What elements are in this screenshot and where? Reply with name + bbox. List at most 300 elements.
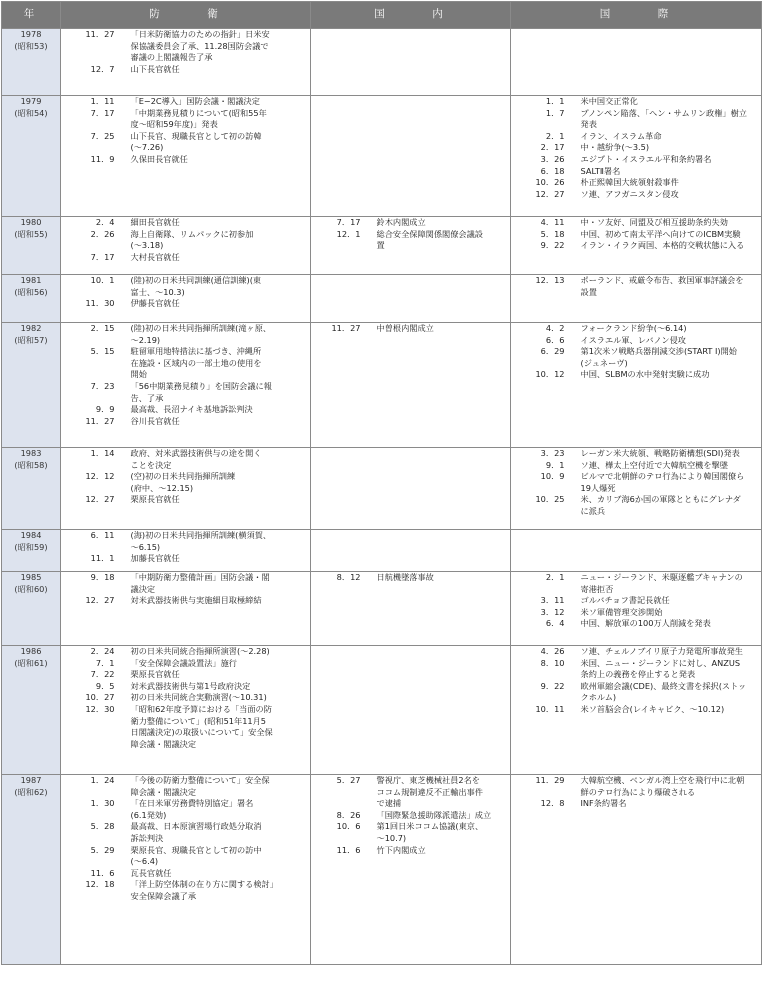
international-events-cell [581,530,762,572]
event-date: 12．12 [85,471,115,482]
table-row [2,217,762,275]
event-text: プノンペン陥落、「ヘン・サムリン政権」樹立 [580,107,747,118]
year-label: 1985 [20,572,42,582]
year-cell [2,217,61,275]
event-date: 12．13 [535,275,565,285]
event-text: 総合安全保障関係閣僚会議設 [376,228,483,239]
event-date [311,798,377,810]
year-cell [2,572,61,646]
event-text: 「昭和62年度予算における「当面の防 [130,703,272,714]
defense-events-cell [131,217,311,275]
event-text: 欧州軍縮会議(CDE)、最終文書を採択(ストッ [580,680,747,691]
event-date: 4．26 [540,646,565,656]
event-date: 3．26 [540,153,565,164]
year-cell [2,530,61,572]
event-date: 5．18 [540,228,565,239]
domestic-events-cell [377,29,511,96]
event-text: ニュー・ジーランド、米駆逐艦ブキャナンの [580,572,743,582]
event-date [61,542,131,554]
event-date: 10．27 [85,692,115,703]
event-text: に派兵 [580,505,606,516]
event-text: (府中、〜12.15) [130,482,194,493]
international-events-cell [581,646,762,775]
table-row [2,775,762,965]
event-date: 12．1 [336,228,361,239]
table-row [2,29,762,96]
event-date: 12．7 [90,63,115,74]
event-text: 栗原長官就任 [130,494,180,505]
event-text: 〜10.7) [376,832,407,843]
event-date [61,460,131,472]
event-text: 谷川長官就任 [130,415,180,426]
domestic-events-cell [377,323,511,448]
domestic-dates-cell [311,29,377,96]
event-date: 9．9 [95,404,115,415]
domestic-events-cell [377,275,511,323]
event-date: 12．30 [85,703,115,714]
event-text: 米ソ首脳会合(レイキャビク、〜10.12) [580,703,725,714]
international-events-cell [581,323,762,448]
event-date [311,833,377,845]
event-date: 2．1 [545,572,565,582]
year-label: 1978 [20,29,42,39]
event-date: 12．27 [85,595,115,606]
defense-dates-cell [61,530,131,572]
event-text: クホルム) [580,692,617,703]
event-date: 10．9 [540,471,565,482]
event-text: 初の日米共同統合指揮所演習(〜2.28) [130,646,270,656]
event-date: 1．11 [90,96,115,106]
event-text: 告、了承 [130,392,164,403]
domestic-dates-cell [311,96,377,217]
event-date: 10．11 [535,703,565,714]
defense-dates-cell [61,572,131,646]
event-date: 9．22 [540,240,565,251]
international-events-cell [581,217,762,275]
event-text: ソ連、チェルノブイリ原子力発電所事故発生 [580,646,743,656]
table-row [2,96,762,217]
event-date: 8．12 [336,572,361,582]
year-label: (昭和62) [14,786,48,797]
event-date: 2．17 [540,142,565,153]
event-date [61,41,131,53]
event-text: (ジュネーヴ) [580,357,628,368]
table-row [2,646,762,775]
event-date [61,856,131,868]
header-domestic: 国 内 [311,2,511,29]
event-text: 栗原長官就任 [130,669,180,680]
event-text: 竹下内閣成立 [376,844,426,855]
event-date: 6．4 [545,618,565,629]
international-events-cell [581,275,762,323]
event-date: 10．6 [336,821,361,832]
event-text: 加藤長官就任 [130,553,180,564]
event-text: 「安全保障会議設置法」施行 [130,657,237,668]
year-label: (昭和57) [14,334,48,345]
event-date: 12．18 [85,879,115,890]
event-date: 11．30 [85,298,115,309]
domestic-dates-cell [311,646,377,775]
event-text: 警視庁、東芝機械社員2名を [376,775,480,785]
event-text: ゴルバチョフ書記長就任 [580,595,670,606]
event-date [61,240,131,252]
event-date: 1．24 [90,775,115,785]
event-text: 山下長官、現職長官として初の訪韓 [130,130,262,141]
event-text: 訴訟判決 [130,832,164,843]
event-text: 衛力整備について」(昭和51年11月5 [130,715,267,726]
defense-dates-cell [61,96,131,217]
defense-events-cell [131,646,311,775]
event-text: ソ連、アフガニスタン侵攻 [580,188,679,199]
defense-dates-cell [61,646,131,775]
year-label: 1982 [20,323,42,333]
event-text: レーガン米大統領、戦略防衛構想(SDI)発表 [580,448,740,458]
event-text: で逮捕 [376,798,402,809]
event-text: 中国、初めて南太平洋へ向けてのICBM実験 [580,228,741,239]
event-date: 6．29 [540,346,565,357]
event-text: 「56中期業務見積り」を国防会議に報 [130,380,272,391]
event-date: 11．9 [90,153,115,164]
event-date: 9．18 [90,572,115,582]
event-text: 大村長官就任 [130,251,180,262]
event-text: 条約上の義務を停止すると発表 [580,669,696,680]
event-text: 日閣議決定)の取扱いについて」安全保 [130,727,273,738]
event-text: ポーランド、戒厳令布告、救国軍事評議会を [580,275,744,285]
year-label: 1986 [20,646,42,656]
event-text: 議決定 [130,583,156,594]
event-text: (海)初の日米共同指揮所訓練(横須賀、 [130,530,272,540]
event-date [511,669,581,681]
domestic-events-cell [377,530,511,572]
event-text: (陸)初の日米共同指揮所訓練(滝ヶ原、 [130,323,272,333]
international-dates-cell [511,775,581,965]
event-text: フォークランド紛争(〜6.14) [580,323,687,333]
domestic-dates-cell [311,323,377,448]
event-text: 米ソ軍備管理交渉開始 [580,606,663,617]
event-text: (〜7.26) [130,142,164,153]
domestic-dates-cell [311,448,377,530]
domestic-dates-cell [311,530,377,572]
event-date: 11．6 [336,844,361,855]
event-date [61,335,131,347]
event-text: 開始 [130,369,147,380]
event-date: 2．4 [95,217,115,227]
event-text: 細田長官就任 [130,217,180,227]
header-year: 年 [2,2,61,29]
event-date: 2．26 [90,228,115,239]
header-international: 国 際 [511,2,762,29]
event-date: 5．15 [90,346,115,357]
event-text: ココム規制違反不正輸出事件 [376,786,483,797]
event-date: 4．2 [545,323,565,333]
event-date: 2．24 [90,646,115,656]
event-text: 中・ソ友好、同盟及び相互援助条約失効 [580,217,728,227]
domestic-events-cell [377,646,511,775]
year-label: 1987 [20,775,42,785]
event-date: 8．10 [540,657,565,668]
event-text: 中国、解放軍の100万人削減を発表 [580,618,711,629]
event-text: イラン・イラク両国、本格的交戦状態に入る [580,240,745,251]
event-date [511,787,581,799]
table-row [2,275,762,323]
event-text: 「在日米軍労務費特別協定」署名 [130,798,254,809]
event-text: 米、カリブ海6か国の軍隊とともにグレナダ [580,494,741,505]
event-text: 〜2.19) [130,334,161,345]
event-text: 第1回日米ココム協議(東京、 [376,821,484,832]
event-text: 山下長官就任 [130,63,180,74]
event-date [511,692,581,704]
event-date: 6．6 [545,334,565,345]
domestic-events-cell [377,775,511,965]
event-text: 鮮のテロ行為により爆破される [580,786,696,797]
event-text: 中国、SLBMの水中発射実験に成功 [580,369,710,380]
table-row [2,448,762,530]
event-text: 度〜昭和59年度)」発表 [130,119,218,130]
event-date: 5．28 [90,821,115,832]
event-date [511,358,581,370]
event-date: 1．30 [90,798,115,809]
event-date: 1．14 [90,448,115,458]
event-date: 2．1 [545,130,565,141]
event-text: 障会議・閣議決定 [130,786,197,797]
event-text: 設置 [580,286,597,297]
domestic-dates-cell [311,775,377,965]
event-text: ソ連、樺太上空付近で大韓航空機を撃墜 [580,459,728,470]
event-text: 政府、対米武器技術供与の途を開く [130,448,262,458]
domestic-dates-cell [311,572,377,646]
event-date: 9．5 [95,680,115,691]
defense-events-cell [131,572,311,646]
event-date [511,584,581,596]
year-label: (昭和56) [14,286,48,297]
event-text: 第1次米ソ戦略兵器削減交渉(START I)開始 [580,346,737,357]
event-text: 日航機墜落事故 [376,572,434,582]
event-text: イラン、イスラム革命 [580,130,662,141]
event-text: 中曽根内閣成立 [376,323,434,333]
header-defense: 防 衛 [61,2,311,29]
event-date [511,119,581,131]
event-date: 11．27 [85,29,115,39]
international-dates-cell [511,323,581,448]
year-label: (昭和61) [14,657,48,668]
event-date [61,716,131,728]
event-text: 駐留軍用地特措法に基づき、沖縄所 [130,346,262,357]
defense-dates-cell [61,275,131,323]
chronology-table [1,1,762,965]
defense-dates-cell [61,29,131,96]
event-text: 〜6.15) [130,541,161,552]
year-label: (昭和55) [14,228,48,239]
event-text: 最高裁、日本原演習場行政処分取消 [130,821,262,832]
international-dates-cell [511,448,581,530]
event-text: 対米武器技術供与第1号政府決定 [130,680,251,691]
domestic-events-cell [377,572,511,646]
international-events-cell [581,29,762,96]
event-date [61,287,131,299]
event-text: (空)初の日米共同指揮所訓練 [130,471,236,482]
international-events-cell [581,96,762,217]
event-date: 2．15 [90,323,115,333]
table-row [2,323,762,448]
domestic-events-cell [377,448,511,530]
event-text: (6.1発効) [130,809,167,820]
event-text: 「E−2C導入」国防会議・閣議決定 [130,96,260,106]
event-text: ことを決定 [130,459,172,470]
year-cell [2,448,61,530]
event-date [61,727,131,739]
event-date: 11．1 [90,553,115,564]
year-label: (昭和58) [14,459,48,470]
event-text: 海上自衛隊、リムパックに初参加 [130,228,254,239]
defense-events-cell [131,448,311,530]
event-date: 11．6 [90,867,115,878]
event-text: 米中国交正常化 [580,96,638,106]
event-date: 7．23 [90,380,115,391]
event-text: 初の日米共同統合実動演習(〜10.31) [130,692,267,703]
year-cell [2,29,61,96]
event-text: イスラエル軍、レバノン侵攻 [580,334,686,345]
event-text: 安全保障会議了承 [130,890,197,901]
international-dates-cell [511,275,581,323]
year-label: (昭和54) [14,107,48,118]
event-text: (〜3.18) [130,240,164,251]
event-text: INF条約署名 [580,798,627,809]
domestic-events-cell [377,96,511,217]
event-date: 3．12 [540,606,565,617]
year-cell [2,775,61,965]
year-cell [2,323,61,448]
event-date [61,787,131,799]
year-label: 1983 [20,448,42,458]
event-date: 3．23 [540,448,565,458]
event-date [511,483,581,495]
domestic-dates-cell [311,217,377,275]
event-text: 19人爆死 [580,482,616,493]
event-date [311,787,377,799]
year-cell [2,96,61,217]
defense-events-cell [131,530,311,572]
event-date: 5．27 [336,775,361,785]
year-label: (昭和59) [14,541,48,552]
event-text: (陸)初の日米共同訓練(通信訓練)(東 [130,275,262,285]
defense-events-cell [131,96,311,217]
international-dates-cell [511,29,581,96]
event-text: 伊藤長官就任 [130,298,180,309]
event-text: 大韓航空機、ベンガル湾上空を飛行中に北朝 [580,775,745,785]
event-date: 3．11 [540,595,565,606]
event-date: 4．11 [540,217,565,227]
event-date: 11．29 [535,775,565,785]
international-events-cell [581,572,762,646]
event-date: 9．1 [545,459,565,470]
event-text: 「国際緊急援助隊派遣法」成立 [376,809,492,820]
event-date [61,483,131,495]
event-date: 6．18 [540,165,565,176]
defense-events-cell [131,323,311,448]
event-date: 7．17 [90,107,115,118]
event-text: 障会議・閣議決定 [130,738,197,749]
table-row [2,530,762,572]
event-date: 9．22 [540,680,565,691]
event-date [61,891,131,903]
event-date: 7．22 [90,669,115,680]
event-text: 「中期防衛力整備計画」国防会議・閣 [130,572,270,582]
event-date: 7．1 [95,657,115,668]
year-cell [2,275,61,323]
event-date [61,358,131,370]
event-text: 最高裁、長沼ナイキ基地訴訟判決 [130,404,253,415]
event-date: 11．27 [85,415,115,426]
event-text: 審議の上閣議報告了承 [130,52,213,63]
event-date [61,142,131,154]
event-date: 7．17 [336,217,361,227]
domestic-events-cell [377,217,511,275]
international-dates-cell [511,572,581,646]
event-date [61,52,131,64]
international-dates-cell [511,217,581,275]
table-row [2,572,762,646]
event-text: 保協議委員会了承、11.28国防会議で [130,40,269,51]
international-events-cell [581,775,762,965]
event-text: エジプト・イスラエル平和条約署名 [580,153,712,164]
header-row [2,2,762,29]
event-date [61,833,131,845]
event-date: 12．8 [540,798,565,809]
event-text: ビルマで北朝鮮のテロ行為により韓国閣僚ら [580,471,745,482]
event-date: 6．11 [90,530,115,540]
event-date [61,739,131,751]
defense-events-cell [131,275,311,323]
event-text: 中・越紛争(〜3.5) [580,142,650,153]
event-date [61,393,131,405]
year-label: (昭和53) [14,40,48,51]
international-dates-cell [511,530,581,572]
year-label: 1984 [20,530,42,540]
event-date [61,369,131,381]
event-text: (〜6.4) [130,856,159,867]
event-date: 7．17 [90,251,115,262]
event-text: 発表 [580,119,597,130]
defense-events-cell [131,29,311,96]
event-date: 10．12 [535,369,565,380]
event-text: 鈴木内閣成立 [376,217,426,227]
event-date: 10．1 [90,275,115,285]
year-label: 1979 [20,96,42,106]
event-text: 対米武器技術供与実施細目取極締結 [130,595,262,606]
international-dates-cell [511,646,581,775]
event-date: 7．25 [90,130,115,141]
event-date: 8．26 [336,809,361,820]
domestic-dates-cell [311,275,377,323]
event-text: SALTⅡ署名 [580,165,621,176]
event-text: 置 [376,240,385,251]
year-cell [2,646,61,775]
defense-dates-cell [61,775,131,965]
event-date [61,584,131,596]
event-text: 米国、ニュー・ジーランドに対し、ANZUS [580,657,741,668]
event-text: 富士、〜10.3) [130,286,185,297]
defense-dates-cell [61,217,131,275]
event-date [61,810,131,822]
event-text: 寄港拒否 [580,583,614,594]
event-text: 「中期業務見積りについて(昭和55年 [130,107,267,118]
international-events-cell [581,448,762,530]
international-dates-cell [511,96,581,217]
year-label: 1980 [20,217,42,227]
event-text: 「今後の防衛力整備について」安全保 [130,775,270,785]
event-text: 栗原長官、現職長官として初の訪中 [130,844,262,855]
event-date: 11．27 [331,323,361,333]
